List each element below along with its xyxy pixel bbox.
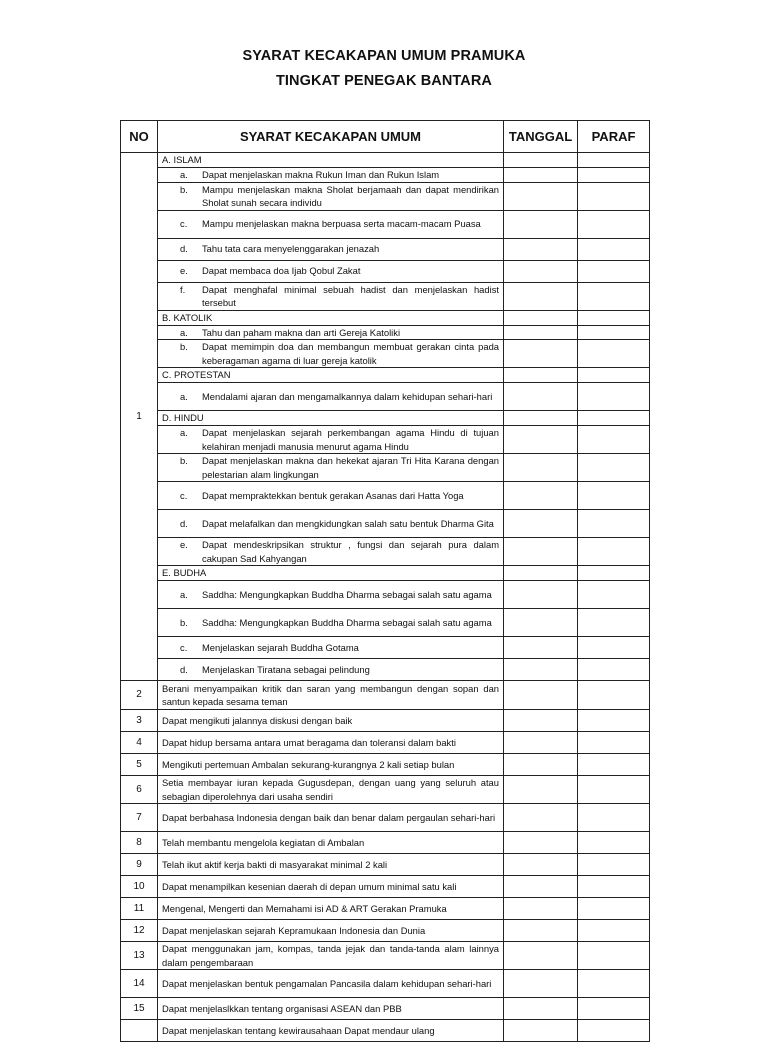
subitem-text: Mampu menjelaskan makna berpuasa serta macam-macam Puasa (202, 218, 481, 230)
paraf-cell[interactable] (578, 1020, 650, 1042)
paraf-cell[interactable] (578, 260, 650, 282)
table-row (121, 998, 650, 1020)
tanggal-cell[interactable] (504, 1020, 578, 1042)
table-row (121, 1020, 650, 1042)
table-row (121, 710, 650, 732)
table-row (121, 260, 650, 282)
subitem-text: Dapat menjelaskan sejarah perkembangan agama Hindu di tujuan kelahiran menjadi manusia menurut agama Hindu (202, 427, 499, 452)
row-number: 3 (121, 710, 158, 732)
table-row (121, 411, 650, 426)
table-row (121, 282, 650, 310)
tanggal-cell[interactable] (504, 340, 578, 368)
subitem-letter: e. (180, 539, 188, 550)
row-number: 1 (121, 153, 158, 681)
tanggal-cell[interactable] (504, 920, 578, 942)
paraf-cell[interactable] (578, 998, 650, 1020)
requirement-subitem (158, 168, 504, 183)
subitem-letter: b. (180, 341, 188, 352)
subitem-text: Mampu menjelaskan makna Sholat berjamaah dan dapat mendirikan Sholat sunah secara individu (202, 183, 499, 208)
subitem-text: Dapat mempraktekkan bentuk gerakan Asanas dari Hatta Yoga (202, 489, 464, 501)
tanggal-cell[interactable] (504, 898, 578, 920)
requirement-text: Mengenal, Mengerti dan Memahami isi AD & ART Gerakan Pramuka (158, 898, 504, 920)
requirement-subitem (158, 482, 504, 510)
subitem-letter: a. (180, 326, 188, 338)
table-row (121, 454, 650, 482)
tanggal-cell[interactable] (504, 566, 578, 581)
paraf-cell[interactable] (578, 832, 650, 854)
table-row (121, 832, 650, 854)
row-number: 12 (121, 920, 158, 942)
requirement-subitem (158, 538, 504, 566)
paraf-cell[interactable] (578, 804, 650, 832)
paraf-cell[interactable] (578, 776, 650, 804)
row-number: 15 (121, 998, 158, 1020)
requirement-subitem (158, 182, 504, 210)
requirement-subitem (158, 659, 504, 681)
subitem-letter: d. (180, 243, 188, 255)
subitem-text: Dapat menjelaskan makna Rukun Iman dan Rukun Islam (202, 169, 440, 180)
paraf-cell[interactable] (578, 454, 650, 482)
requirement-subitem (158, 260, 504, 282)
table-row (121, 898, 650, 920)
paraf-cell[interactable] (578, 732, 650, 754)
row-number (121, 1020, 158, 1042)
table-row (121, 681, 650, 710)
tanggal-cell[interactable] (504, 168, 578, 183)
paraf-cell[interactable] (578, 681, 650, 710)
table-row (121, 581, 650, 609)
subitem-text: Dapat melafalkan dan mengkidungkan salah satu bentuk Dharma Gita (202, 517, 494, 529)
tanggal-cell[interactable] (504, 776, 578, 804)
tanggal-cell[interactable] (504, 854, 578, 876)
header-tanggal: TANGGAL (504, 121, 578, 153)
paraf-cell[interactable] (578, 609, 650, 637)
requirement-text: Dapat mengikuti jalannya diskusi dengan baik (158, 710, 504, 732)
table-row (121, 942, 650, 970)
table-row (121, 182, 650, 210)
paraf-cell[interactable] (578, 510, 650, 538)
table-row (121, 238, 650, 260)
paraf-cell[interactable] (578, 282, 650, 310)
requirement-subitem (158, 581, 504, 609)
table-header-row (121, 121, 650, 153)
header-no: NO (121, 121, 158, 153)
requirement-text: Telah ikut aktif kerja bakti di masyarakat minimal 2 kali (158, 854, 504, 876)
subitem-letter: c. (180, 218, 188, 230)
tanggal-cell[interactable] (504, 153, 578, 168)
tanggal-cell[interactable] (504, 832, 578, 854)
tanggal-cell[interactable] (504, 942, 578, 970)
document-title: SYARAT KECAKAPAN UMUM PRAMUKA (242, 48, 526, 64)
paraf-cell[interactable] (578, 538, 650, 566)
requirement-text: Dapat menjelaskan sejarah Kepramukaan Indonesia dan Dunia (158, 920, 504, 942)
row-number: 8 (121, 832, 158, 854)
requirement-text: Dapat berbahasa Indonesia dengan baik dan benar dalam pergaulan sehari-hari (158, 804, 504, 832)
row-number: 9 (121, 854, 158, 876)
tanggal-cell[interactable] (504, 732, 578, 754)
requirement-text: Dapat hidup bersama antara umat beragama dan toleransi dalam bakti (158, 732, 504, 754)
table-row (121, 340, 650, 368)
header-syarat: SYARAT KECAKAPAN UMUM (158, 121, 504, 153)
requirement-text: Dapat menampilkan kesenian daerah di depan umum minimal satu kali (158, 876, 504, 898)
paraf-cell[interactable] (578, 659, 650, 681)
subitem-text: Tahu dan paham makna dan arti Gereja Katoliki (202, 326, 401, 338)
document-subtitle: TINGKAT PENEGAK BANTARA (275, 73, 493, 89)
subitem-text: Tahu tata cara menyelenggarakan jenazah (202, 243, 380, 255)
row-number: 7 (121, 804, 158, 832)
paraf-cell[interactable] (578, 637, 650, 659)
tanggal-cell[interactable] (504, 804, 578, 832)
paraf-cell[interactable] (578, 942, 650, 970)
table-row (121, 153, 650, 168)
table-row (121, 482, 650, 510)
tanggal-cell[interactable] (504, 454, 578, 482)
requirement-subitem (158, 637, 504, 659)
table-row (121, 383, 650, 411)
requirement-subitem (158, 210, 504, 238)
table-row (121, 637, 650, 659)
tanggal-cell[interactable] (504, 411, 578, 426)
table-row (121, 920, 650, 942)
requirement-subitem (158, 609, 504, 637)
requirement-subitem (158, 238, 504, 260)
subitem-text: Menjelaskan Tiratana sebagai pelindung (202, 663, 370, 675)
subitem-letter: a. (180, 588, 188, 600)
tanggal-cell[interactable] (504, 426, 578, 454)
subitem-letter: a. (180, 169, 188, 180)
table-row (121, 659, 650, 681)
paraf-cell[interactable] (578, 383, 650, 411)
table-row (121, 970, 650, 998)
paraf-cell[interactable] (578, 920, 650, 942)
subitem-text: Saddha: Mengungkapkan Buddha Dharma sebagai salah satu agama (202, 616, 492, 628)
requirement-text: Dapat menjelaslkkan tentang organisasi ASEAN dan PBB (158, 998, 504, 1020)
subitem-text: Menjelaskan sejarah Buddha Gotama (202, 641, 359, 653)
paraf-cell[interactable] (578, 566, 650, 581)
paraf-cell[interactable] (578, 411, 650, 426)
paraf-cell[interactable] (578, 482, 650, 510)
table-row (121, 854, 650, 876)
row-number: 4 (121, 732, 158, 754)
table-row (121, 566, 650, 581)
religion-section-label: D. HINDU (158, 411, 504, 426)
table-row (121, 754, 650, 776)
subitem-letter: b. (180, 183, 188, 195)
row-number: 5 (121, 754, 158, 776)
subitem-text: Saddha: Mengungkapkan Buddha Dharma sebagai salah satu agama (202, 588, 492, 600)
tanggal-cell[interactable] (504, 310, 578, 325)
tanggal-cell[interactable] (504, 998, 578, 1020)
paraf-cell[interactable] (578, 581, 650, 609)
paraf-cell[interactable] (578, 898, 650, 920)
paraf-cell[interactable] (578, 168, 650, 183)
table-row (121, 426, 650, 454)
row-number: 6 (121, 776, 158, 804)
requirement-subitem (158, 325, 504, 340)
requirement-text: Dapat menjelaskan bentuk pengamalan Pancasila dalam kehidupan sehari-hari (158, 970, 504, 998)
tanggal-cell[interactable] (504, 659, 578, 681)
requirement-subitem (158, 340, 504, 368)
paraf-cell[interactable] (578, 970, 650, 998)
table-row (121, 804, 650, 832)
religion-section-label: A. ISLAM (158, 153, 504, 168)
requirement-subitem (158, 426, 504, 454)
paraf-cell[interactable] (578, 754, 650, 776)
subitem-letter: e. (180, 265, 188, 277)
tanggal-cell[interactable] (504, 970, 578, 998)
tanggal-cell[interactable] (504, 282, 578, 310)
tanggal-cell[interactable] (504, 510, 578, 538)
table-row (121, 538, 650, 566)
tanggal-cell[interactable] (504, 182, 578, 210)
requirement-subitem (158, 510, 504, 538)
religion-section-label: E. BUDHA (158, 566, 504, 581)
row-number: 13 (121, 942, 158, 970)
tanggal-cell[interactable] (504, 538, 578, 566)
row-number: 2 (121, 681, 158, 710)
subitem-text: Dapat memimpin doa dan membangun membuat gerakan cinta pada keberagaman agama di luar gereja katolik (202, 341, 499, 366)
tanggal-cell[interactable] (504, 637, 578, 659)
table-row (121, 325, 650, 340)
paraf-cell[interactable] (578, 310, 650, 325)
table-row (121, 510, 650, 538)
table-row (121, 732, 650, 754)
table-row (121, 776, 650, 804)
row-number: 11 (121, 898, 158, 920)
requirement-text: Mengikuti pertemuan Ambalan sekurang-kurangnya 2 kali setiap bulan (158, 754, 504, 776)
subitem-letter: b. (180, 616, 188, 628)
paraf-cell[interactable] (578, 182, 650, 210)
paraf-cell[interactable] (578, 340, 650, 368)
tanggal-cell[interactable] (504, 260, 578, 282)
subitem-text: Dapat mendeskripsikan struktur , fungsi dan sejarah pura dalam cakupan Sad Kahyangan (202, 539, 499, 564)
requirement-subitem (158, 454, 504, 482)
paraf-cell[interactable] (578, 876, 650, 898)
header-paraf: PARAF (578, 121, 650, 153)
table-row (121, 876, 650, 898)
requirement-subitem (158, 383, 504, 411)
tanggal-cell[interactable] (504, 383, 578, 411)
subitem-text: Dapat menjelaskan makna dan hekekat ajaran Tri Hita Karana dengan pelestarian alam lingkungan (202, 455, 499, 480)
requirement-text: Setia membayar iuran kepada Gugusdepan, dengan uang yang seluruh atau sebagian diperolehnya dari usaha sendiri (158, 776, 504, 804)
subitem-letter: c. (180, 641, 188, 653)
subitem-letter: c. (180, 489, 188, 501)
table-row (121, 310, 650, 325)
subitem-letter: b. (180, 455, 188, 466)
religion-section-label: B. KATOLIK (158, 310, 504, 325)
paraf-cell[interactable] (578, 426, 650, 454)
paraf-cell[interactable] (578, 238, 650, 260)
table-row (121, 609, 650, 637)
tanggal-cell[interactable] (504, 210, 578, 238)
tanggal-cell[interactable] (504, 681, 578, 710)
paraf-cell[interactable] (578, 153, 650, 168)
tanggal-cell[interactable] (504, 754, 578, 776)
row-number: 10 (121, 876, 158, 898)
tanggal-cell[interactable] (504, 368, 578, 383)
row-number: 14 (121, 970, 158, 998)
subitem-letter: a. (180, 427, 188, 438)
subitem-letter: f. (180, 283, 186, 295)
religion-section-label: C. PROTESTAN (158, 368, 504, 383)
subitem-text: Dapat menghafal minimal sebuah hadist dan menjelaskan hadist tersebut (202, 283, 499, 308)
table-row (121, 168, 650, 183)
tanggal-cell[interactable] (504, 581, 578, 609)
paraf-cell[interactable] (578, 325, 650, 340)
subitem-letter: d. (180, 517, 188, 529)
subitem-text: Mendalami ajaran dan mengamalkannya dalam kehidupan sehari-hari (202, 390, 493, 402)
paraf-cell[interactable] (578, 210, 650, 238)
tanggal-cell[interactable] (504, 609, 578, 637)
subitem-text: Dapat membaca doa Ijab Qobul Zakat (202, 265, 361, 277)
table-row (121, 210, 650, 238)
requirement-subitem (158, 282, 504, 310)
tanggal-cell[interactable] (504, 876, 578, 898)
requirements-table (120, 120, 650, 1042)
requirement-text: Dapat menggunakan jam, kompas, tanda jejak dan tanda-tanda alam lainnya dalam pengembaraan (158, 942, 504, 970)
tanggal-cell[interactable] (504, 482, 578, 510)
paraf-cell[interactable] (578, 710, 650, 732)
tanggal-cell[interactable] (504, 325, 578, 340)
table-body (121, 153, 650, 1042)
tanggal-cell[interactable] (504, 238, 578, 260)
paraf-cell[interactable] (578, 854, 650, 876)
requirement-text: Berani menyampaikan kritik dan saran yang membangun dengan sopan dan santun kepada sesama teman (158, 681, 504, 710)
paraf-cell[interactable] (578, 368, 650, 383)
table-row (121, 368, 650, 383)
subitem-letter: d. (180, 663, 188, 675)
requirement-text: Dapat menjelaskan tentang kewirausahaan Dapat mendaur ulang (158, 1020, 504, 1042)
requirement-text: Telah membantu mengelola kegiatan di Ambalan (158, 832, 504, 854)
subitem-letter: a. (180, 390, 188, 402)
tanggal-cell[interactable] (504, 710, 578, 732)
